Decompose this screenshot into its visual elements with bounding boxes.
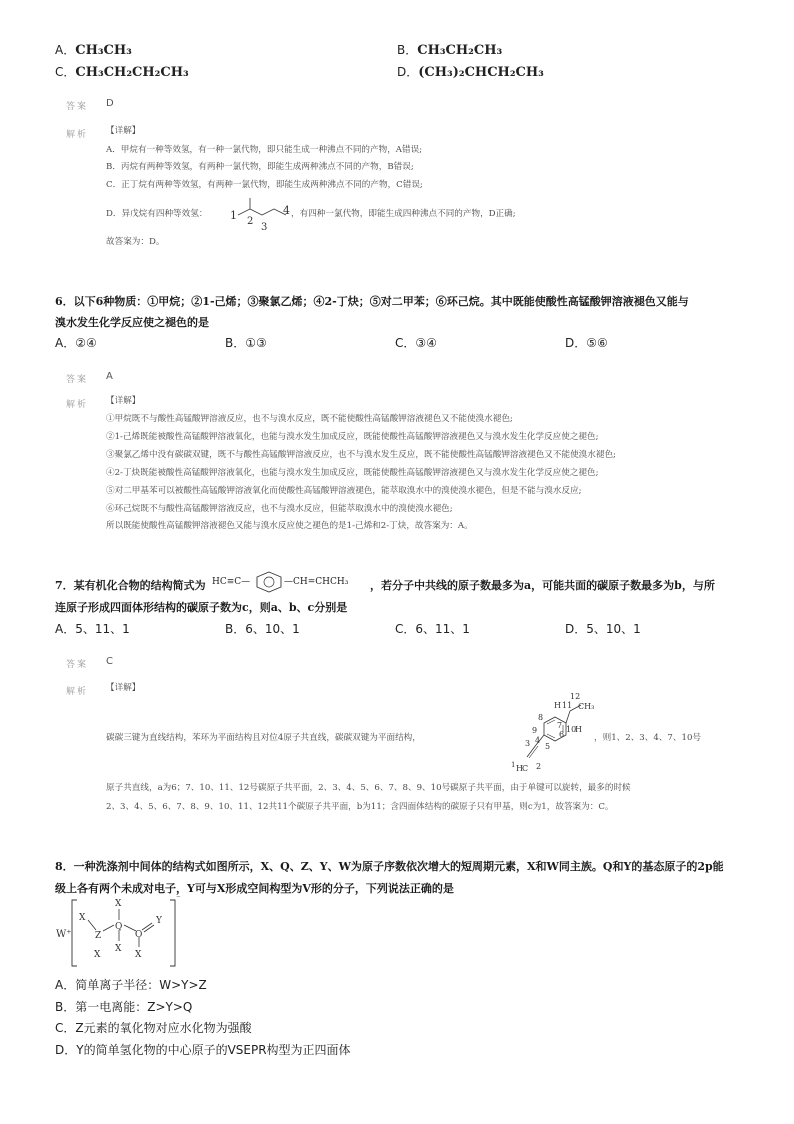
q8-label-x-mid: X xyxy=(115,944,122,954)
q8-option-d[interactable]: D．Y的简单氢化物的中心原子的VSEPR构型为正四面体 xyxy=(55,1043,351,1057)
q5-line-d-end: ，有四种一氯代物，即能生成四种沸点不同的产物，D正确; xyxy=(291,209,516,219)
q8-label-q: Q xyxy=(115,922,123,932)
q5-line-a: A．甲烷有一种等效氢，有一种一氯代物，即只能生成一种沸点不同的产物，A错误; xyxy=(106,145,423,155)
q5-line-b: B．丙烷有两种等效氢，有两种一氯代物，即能生成两种沸点不同的产物，B错误; xyxy=(106,162,414,172)
q8-label-x-lower-left: X xyxy=(94,950,101,960)
q8-label-o: O xyxy=(135,930,143,940)
q6-line-4: ④2-丁炔既能被酸性高锰酸钾溶液氧化，也能与溴水发生加成反应，既能使酸性高锰酸钾溶液褪色又与溴水发生化学反应使之褪色; xyxy=(106,468,599,478)
isopentane-number-3: 3 xyxy=(261,222,268,233)
q7-label-ch3: CH₃ xyxy=(578,702,595,711)
q8-stem-line1: 8．一种洗涤剂中间体的结构式如图所示，X、Q、Z、Y、W为原子序数依次增大的短周期元素，X和W同主族。Q和Y的基态原子的2p能 xyxy=(55,860,724,873)
q6-answer-label: 答案 xyxy=(66,375,89,385)
q7-analysis-label: 解析 xyxy=(66,687,89,697)
q7-label-11: 11 xyxy=(562,701,573,710)
q7-answer: C xyxy=(106,656,113,667)
q6-stem-line1: 6．以下6种物质：①甲烷；②1-己烯；③聚氯乙烯；④2-丁炔；⑤对二甲苯；⑥环己烷。其中既能使酸性高锰酸钾溶液褪色又能与 xyxy=(55,295,689,308)
q8-label-minus: ⁻ xyxy=(176,894,181,904)
q7-structure-formula xyxy=(212,571,374,593)
q8-option-c[interactable]: C．Z元素的氧化物对应水化物为强酸 xyxy=(55,1021,252,1035)
q7-line-2: 原子共直线，a为6；7、10、11、12号碳原子共平面，2、3、4、5、6、7、8、9、10号碳原子共平面，由于单键可以旋转，最多的时候 xyxy=(106,783,631,793)
q7-label-h-bottom: H xyxy=(516,764,523,773)
q7-label-c: C xyxy=(522,764,529,773)
q5-analysis-label: 解析 xyxy=(66,130,89,140)
q5-option-d[interactable]: D．(CH₃)₂CHCH₂CH₃ xyxy=(397,65,544,80)
q7-label-8: 8 xyxy=(538,713,544,722)
benzene-ring-icon xyxy=(254,571,284,593)
q7-stem-line2: 连原子形成四面体形结构的碳原子数为c，则a、b、c分别是 xyxy=(55,601,348,614)
q5-conclusion: 故答案为：D。 xyxy=(106,237,165,247)
q6-line-2: ②1-己烯既能被酸性高锰酸钾溶液氧化，也能与溴水发生加成反应，既能使酸性高锰酸钾溶液褪色又与溴水发生化学反应使之褪色; xyxy=(106,432,599,442)
q7-struct-right: —CH=CHCH₃ xyxy=(284,577,349,587)
q7-label-6: 6 xyxy=(559,730,565,739)
q6-answer: A xyxy=(106,371,113,382)
isopentane-number-2: 2 xyxy=(247,216,254,227)
q8-label-y: Y xyxy=(156,916,162,926)
q6-option-d[interactable]: D．⑤⑥ xyxy=(565,336,608,350)
q7-label-12: 12 xyxy=(570,693,581,701)
q5-line-d-start: D．异戊烷有四种等效氢： xyxy=(106,209,208,219)
q7-line-1: 碳碳三键为直线结构，苯环为平面结构且对位4原子共直线，碳碳双键为平面结构， xyxy=(106,733,421,743)
q7-option-d[interactable]: D．5、10、1 xyxy=(565,622,641,636)
q7-line-1-tail: ，则1、2、3、4、7、10号 xyxy=(594,733,702,743)
q5-option-a[interactable]: A．CH₃CH₃ xyxy=(55,43,132,58)
q8-stem-line2: 级上各有两个未成对电子，Y可与X形成空间构型为V形的分子，下列说法正确的是 xyxy=(55,882,454,895)
q6-option-a[interactable]: A．②④ xyxy=(55,336,97,350)
q8-anion-structure-diagram xyxy=(55,893,185,971)
q7-label-1: 1 xyxy=(511,761,516,769)
q8-label-w-plus: W⁺ xyxy=(56,929,72,940)
q7-answer-label: 答案 xyxy=(66,660,89,670)
q7-label-3: 3 xyxy=(525,739,531,748)
q7-label-4: 4 xyxy=(535,736,541,745)
q6-line-3: ③聚氯乙烯中没有碳碳双键，既不与酸性高锰酸钾溶液反应，也不与溴水发生反应，既不能使酸性高锰酸钾溶液褪色又不能使溴水褪色; xyxy=(106,450,616,460)
q6-conclusion: 所以既能使酸性高锰酸钾溶液褪色又能与溴水反应使之褪色的是1-己烯和2-丁炔，故答案为：A。 xyxy=(106,521,473,531)
q7-line-3: 2、3、4、5、6、7、8、9、10、11、12共11个碳原子共平面，b为11；含四面体结构的碳原子只有甲基，则c为1，故答案为：C。 xyxy=(106,802,614,812)
q6-line-5: ⑤对二甲基苯可以被酸性高锰酸钾溶液氧化而使酸性高锰酸钾溶液褪色，能萃取溴水中的溴使溴水褪色，但是不能与溴水反应; xyxy=(106,486,582,496)
q6-analysis-label: 解析 xyxy=(66,400,89,410)
q7-label-2: 2 xyxy=(536,762,542,771)
q7-detail-tag: 【详解】 xyxy=(106,683,141,693)
q8-option-a[interactable]: A．简单离子半径：W>Y>Z xyxy=(55,978,207,992)
q6-option-b[interactable]: B．①③ xyxy=(225,336,267,350)
q7-option-a[interactable]: A．5、11、1 xyxy=(55,622,130,636)
isopentane-number-1: 1 xyxy=(230,209,237,222)
q6-line-1: ①甲烷既不与酸性高锰酸钾溶液反应，也不与溴水反应，既不能使酸性高锰酸钾溶液褪色又不能使溴水褪色; xyxy=(106,414,513,424)
q6-detail-tag: 【详解】 xyxy=(106,396,141,406)
q8-option-b[interactable]: B．第一电离能：Z>Y>Q xyxy=(55,1000,193,1014)
isopentane-number-4: 4 xyxy=(283,204,290,217)
q6-line-6: ⑥环己烷既不与酸性高锰酸钾溶液反应，也不与溴水反应，但能萃取溴水中的溴使溴水褪色; xyxy=(106,504,453,514)
q5-option-c[interactable]: C．CH₃CH₂CH₂CH₃ xyxy=(55,65,189,80)
q8-label-z: Z xyxy=(95,931,102,941)
q7-struct-left: HC≡C— xyxy=(212,577,251,587)
q7-label-10: 10 xyxy=(566,725,577,734)
q7-label-9: 9 xyxy=(532,726,538,735)
q7-label-7: 7 xyxy=(557,721,563,730)
q5-detail-tag: 【详解】 xyxy=(106,126,141,136)
q7-option-b[interactable]: B．6、10、1 xyxy=(225,622,300,636)
q7-stem-after: ，若分子中共线的原子数最多为a，可能共面的碳原子数最多为b，与所 xyxy=(370,579,715,592)
q5-line-c: C．正丁烷有两种等效氢，有两种一氯代物，即能生成两种沸点不同的产物，C错误; xyxy=(106,180,423,190)
q7-stem-before: 7．某有机化合物的结构简式为 xyxy=(55,579,206,592)
q5-answer-label: 答案 xyxy=(66,102,89,112)
q7-label-h-mid: H xyxy=(575,725,582,734)
q5-answer: D xyxy=(106,98,114,109)
q5-option-b[interactable]: B．CH₃CH₂CH₃ xyxy=(397,43,503,58)
q7-label-5: 5 xyxy=(545,742,551,751)
q8-label-x-bottom: X xyxy=(135,950,142,960)
q7-label-h-top: H xyxy=(554,701,561,710)
q6-stem-line2: 溴水发生化学反应使之褪色的是 xyxy=(55,316,209,329)
q6-option-c[interactable]: C．③④ xyxy=(395,336,437,350)
q8-label-x-top: X xyxy=(115,899,122,909)
isopentane-skeleton-diagram xyxy=(226,193,296,233)
q7-numbered-structure-diagram xyxy=(508,693,604,783)
q7-option-c[interactable]: C．6、11、1 xyxy=(395,622,470,636)
q8-label-x-left: X xyxy=(79,913,86,923)
